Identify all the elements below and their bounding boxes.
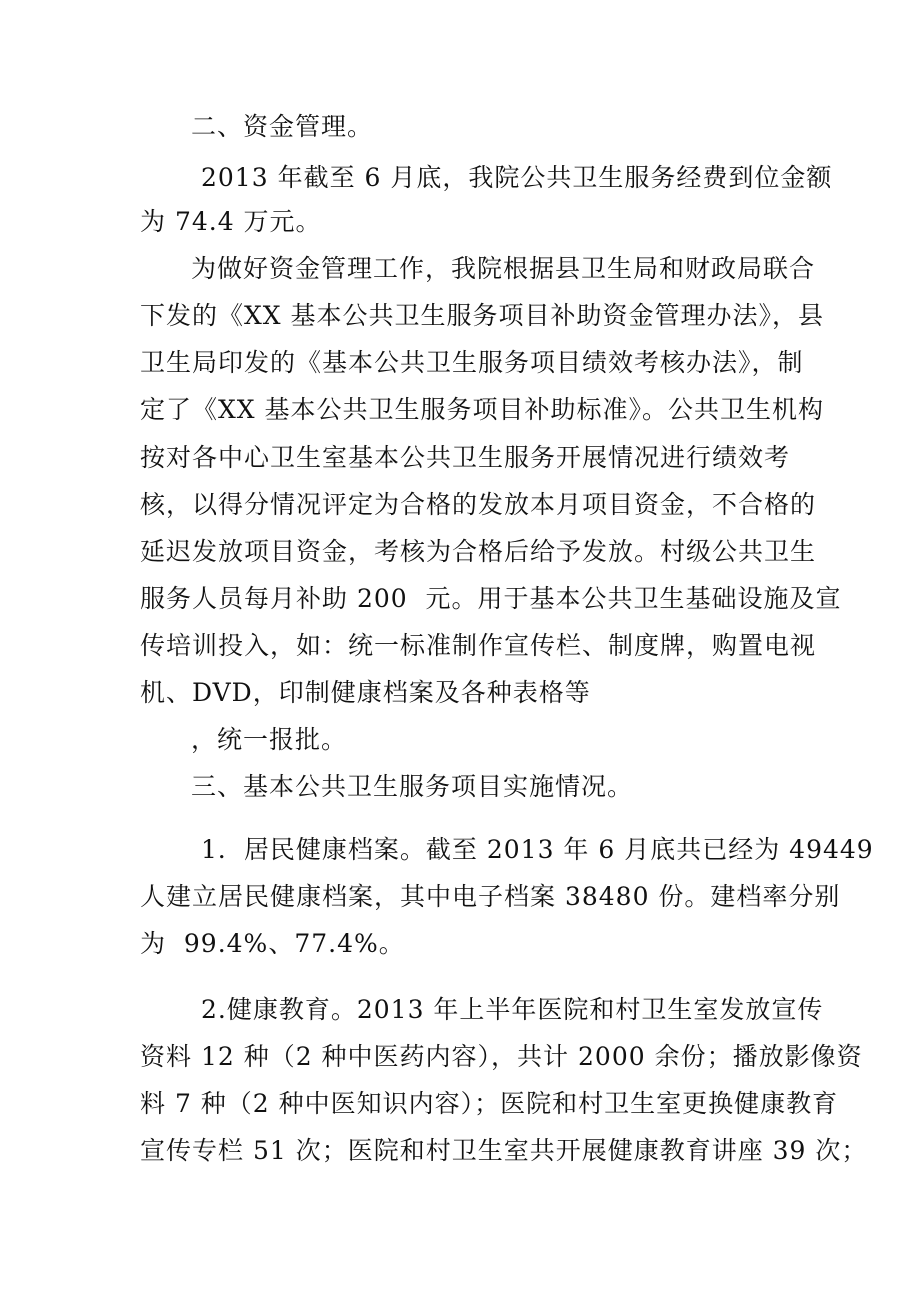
- paragraph-line: 2.健康教育。2013 年上半年医院和村卫生室发放宣传: [201, 995, 824, 1024]
- paragraph-line: 为 74.4 万元。: [140, 207, 322, 236]
- paragraph-line: 1．居民健康档案。截至 2013 年 6 月底共已经为 49449: [201, 835, 874, 864]
- paragraph-line: 下发的《XX 基本公共卫生服务项目补助资金管理办法》，县: [140, 301, 825, 330]
- paragraph-line: 机、DVD，印制健康档案及各种表格等: [140, 678, 591, 707]
- paragraph-line: 服务人员每月补助 200 元。用于基本公共卫生基础设施及宣: [140, 584, 842, 613]
- paragraph-line: 宣传专栏 51 次；医院和村卫生室共开展健康教育讲座 39 次；: [140, 1136, 868, 1165]
- paragraph-line: 卫生局印发的《基本公共卫生服务项目绩效考核办法》，制: [140, 348, 804, 377]
- paragraph-line: 延迟发放项目资金，考核为合格后给予发放。村级公共卫生: [140, 537, 817, 566]
- paragraph-line: ，统一报批。: [191, 725, 348, 754]
- paragraph-line: 传培训投入，如：统一标准制作宣传栏、制度牌，购置电视: [140, 631, 817, 660]
- paragraph-line: 按对各中心卫生室基本公共卫生服务开展情况进行绩效考: [140, 443, 791, 472]
- section-heading-implementation: 三、基本公共卫生服务项目实施情况。: [191, 772, 634, 801]
- paragraph-line: 为 99.4%、77.4%。: [140, 929, 405, 958]
- section-heading-fund-management: 二、资金管理。: [191, 112, 374, 141]
- paragraph-line: 核，以得分情况评定为合格的发放本月项目资金，不合格的: [140, 490, 817, 519]
- paragraph-line: 2013 年截至 6 月底，我院公共卫生服务经费到位金额: [201, 163, 833, 192]
- paragraph-line: 人建立居民健康档案，其中电子档案 38480 份。建档率分别: [140, 882, 841, 911]
- paragraph-line: 定了《XX 基本公共卫生服务项目补助标准》。公共卫生机构: [140, 395, 825, 424]
- paragraph-line: 为做好资金管理工作，我院根据县卫生局和财政局联合: [191, 254, 816, 283]
- paragraph-line: 料 7 种（2 种中医知识内容）；医院和村卫生室更换健康教育: [140, 1089, 839, 1118]
- paragraph-line: 资料 12 种（2 种中医药内容），共计 2000 余份；播放影像资: [140, 1042, 863, 1071]
